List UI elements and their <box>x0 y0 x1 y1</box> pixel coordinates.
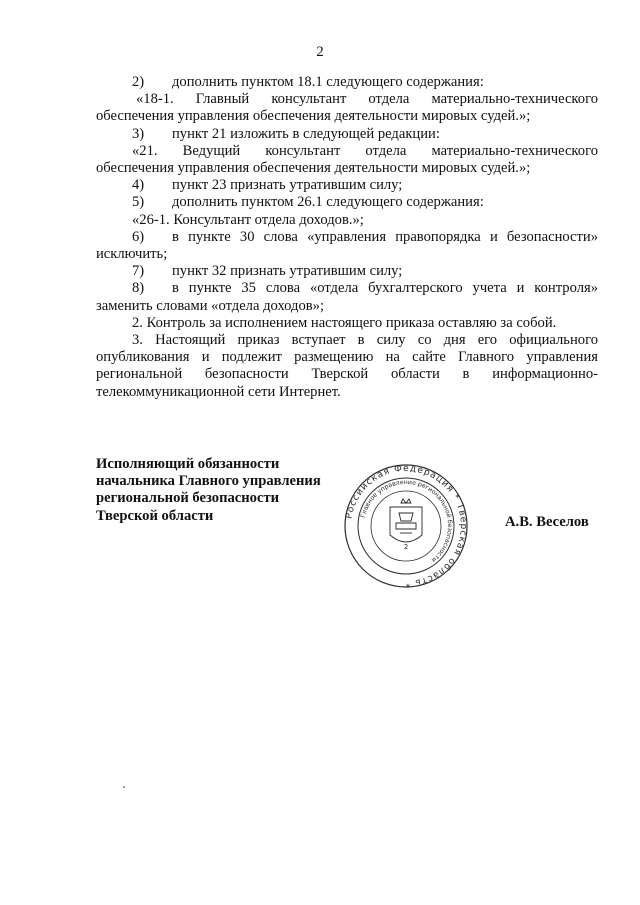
list-item <box>96 74 598 91</box>
paragraph-line: «21. Ведущий консультант отдела материально-технического <box>132 142 598 159</box>
list-item <box>96 126 598 143</box>
item-text: в пункте 35 слова «отдела бухгалтерского учета и контроля» <box>172 280 598 297</box>
seal-inner-text: Главное управление региональной безопасности <box>359 478 454 564</box>
signatory-title-line: начальника Главного управления <box>96 473 321 490</box>
paragraph-line: «18-1. Главный консультант отдела материально-технического <box>136 91 598 108</box>
scan-artifact <box>123 786 125 788</box>
list-item <box>96 263 598 280</box>
list-item <box>96 280 598 297</box>
item-number: 4) <box>132 177 145 194</box>
item-text: в пункте 30 слова «управления правопорядка и безопасности» <box>172 228 598 245</box>
signatory-title-line: Тверской области <box>96 507 214 524</box>
item-text: пункт 23 признать утратившим силу; <box>172 177 403 194</box>
official-seal <box>343 463 469 589</box>
item-text: дополнить пунктом 18.1 следующего содержания: <box>172 74 484 90</box>
item-number: 5) <box>132 194 145 211</box>
signatory-title-line: региональной безопасности <box>96 490 280 507</box>
document-body <box>96 74 598 401</box>
paragraph-line: региональной безопасности Тверской области в информационно- <box>96 366 598 383</box>
item-text: пункт 32 признать утратившим силу; <box>172 263 403 280</box>
seal-outer-text: Российская Федерация * Тверская область * <box>344 463 469 589</box>
seal-number: 2 <box>403 543 409 551</box>
item-number: 3) <box>132 125 145 142</box>
list-item <box>96 194 598 211</box>
signatory-title-line: Исполняющий обязанности <box>96 456 280 472</box>
paragraph-line: заменить словами «отдела доходов»; <box>96 297 325 314</box>
paragraph-line: 3. Настоящий приказ вступает в силу со дня его официального <box>132 332 598 349</box>
paragraph-line: обеспечения управления обеспечения деятельности мировых судей.»; <box>96 108 531 125</box>
item-number: 2) <box>132 74 145 90</box>
list-item <box>96 177 598 194</box>
item-number: 7) <box>132 263 145 280</box>
paragraph-line: исключить; <box>96 246 168 263</box>
item-text: пункт 21 изложить в следующей редакции: <box>172 125 440 142</box>
coat-of-arms-icon <box>390 499 422 542</box>
item-number: 8) <box>132 280 145 297</box>
list-item <box>96 229 598 246</box>
page-number: 2 <box>316 44 324 60</box>
signatory-name: А.В. Веселов <box>505 514 589 530</box>
item-text: дополнить пунктом 26.1 следующего содержания: <box>172 194 484 211</box>
paragraph-line: телекоммуникационной сети Интернет. <box>96 383 341 400</box>
signatory-title <box>96 456 336 525</box>
paragraph-line: обеспечения управления обеспечения деятельности мировых судей.»; <box>96 160 531 177</box>
paragraph-line: «26-1. Консультант отдела доходов.»; <box>132 211 364 228</box>
item-number: 6) <box>132 228 145 245</box>
seal-ring <box>358 478 454 574</box>
paragraph-line: 2. Контроль за исполнением настоящего приказа оставляю за собой. <box>132 314 557 331</box>
paragraph-line: опубликования и подлежит размещению на сайте Главного управления <box>96 349 598 366</box>
